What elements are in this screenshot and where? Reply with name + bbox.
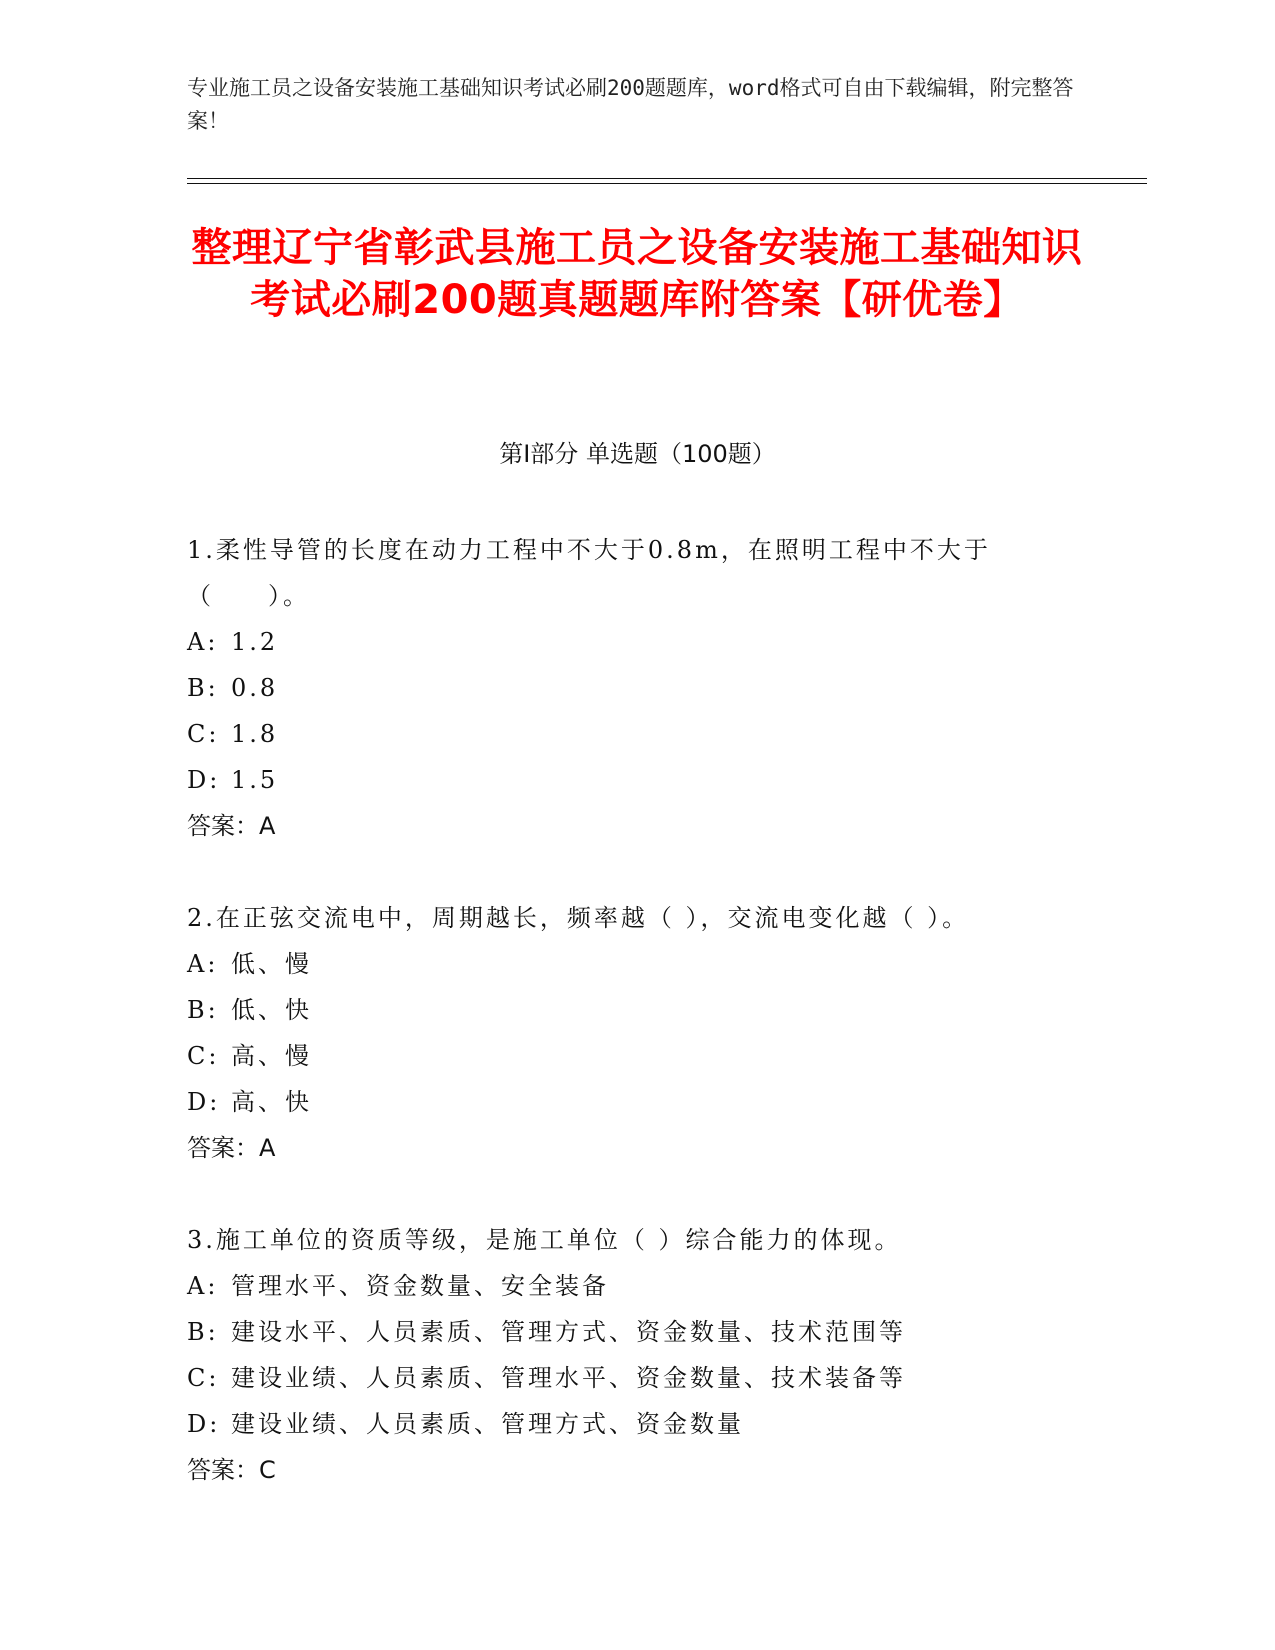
- question-item: [187, 895, 1077, 1171]
- option-text: 低、慢: [231, 950, 312, 978]
- answer-option: [187, 1355, 1077, 1401]
- answer-line: 答案：A: [187, 1134, 276, 1162]
- answer-option: [187, 987, 1077, 1033]
- option-key: B:: [187, 996, 219, 1024]
- option-text: 建设水平、人员素质、管理方式、资金数量、技术范围等: [231, 1318, 906, 1346]
- option-key: A:: [187, 628, 219, 656]
- question-list: [187, 527, 1077, 1539]
- option-text: 管理水平、资金数量、安全装备: [231, 1272, 609, 1300]
- answer-line: 答案：A: [187, 812, 276, 840]
- option-text: 1.8: [231, 720, 279, 748]
- option-text: 0.8: [231, 674, 279, 702]
- answer-option: [187, 665, 1077, 711]
- answer-line: 答案：C: [187, 1456, 276, 1484]
- option-key: D:: [187, 1410, 221, 1438]
- option-key: C:: [187, 1042, 220, 1070]
- answer-option: [187, 619, 1077, 665]
- header-divider-line: [187, 178, 1147, 179]
- section-heading: 第Ⅰ部分 单选题（100题）: [499, 440, 776, 468]
- option-text: 建设业绩、人员素质、管理水平、资金数量、技术装备等: [231, 1364, 906, 1392]
- option-key: C:: [187, 720, 220, 748]
- header-note: 专业施工员之设备安装施工基础知识考试必刷200题题库，word格式可自由下载编辑，附完整答案！: [187, 76, 1074, 133]
- question-item: [187, 527, 1077, 849]
- question-stem: 1.柔性导管的长度在动力工程中不大于0.8m，在照明工程中不大于（ ）。: [187, 536, 991, 610]
- option-key: A:: [187, 1272, 219, 1300]
- option-key: C:: [187, 1364, 220, 1392]
- option-key: D:: [187, 766, 221, 794]
- answer-option: [187, 1309, 1077, 1355]
- document-title: 整理辽宁省彰武县施工员之设备安装施工基础知识考试必刷200题真题题库附答案【研优卷】: [191, 225, 1083, 323]
- option-key: A:: [187, 950, 219, 978]
- answer-option: [187, 941, 1077, 987]
- option-text: 高、慢: [231, 1042, 312, 1070]
- question-stem: 2.在正弦交流电中，周期越长，频率越（ ），交流电变化越（ ）。: [187, 904, 970, 932]
- header-divider-line: [187, 183, 1147, 184]
- question-item: [187, 1217, 1077, 1493]
- option-key: D:: [187, 1088, 221, 1116]
- option-text: 建设业绩、人员素质、管理方式、资金数量: [231, 1410, 744, 1438]
- answer-option: [187, 711, 1077, 757]
- answer-option: [187, 1033, 1077, 1079]
- answer-option: [187, 1079, 1077, 1125]
- option-text: 1.2: [231, 628, 279, 656]
- answer-option: [187, 1401, 1077, 1447]
- answer-option: [187, 757, 1077, 803]
- option-key: B:: [187, 674, 219, 702]
- option-text: 低、快: [231, 996, 312, 1024]
- option-text: 1.5: [231, 766, 279, 794]
- question-stem: 3.施工单位的资质等级，是施工单位（ ）综合能力的体现。: [187, 1226, 902, 1254]
- answer-option: [187, 1263, 1077, 1309]
- option-text: 高、快: [231, 1088, 312, 1116]
- option-key: B:: [187, 1318, 219, 1346]
